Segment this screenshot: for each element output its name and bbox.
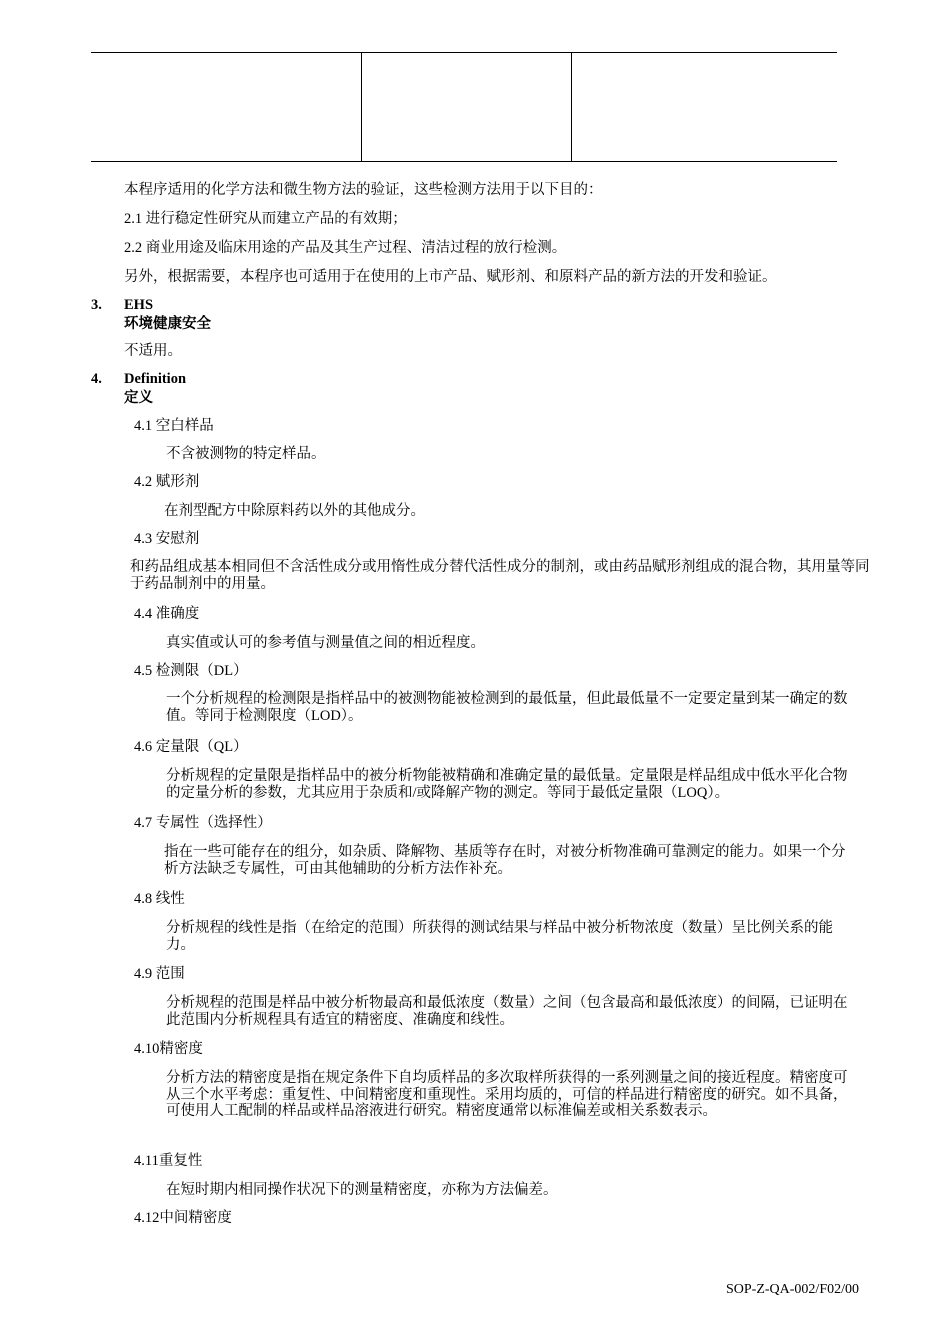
definition-text: 分析规程的线性是指（在给定的范围）所获得的测试结果与样品中被分析物浓度（数量）呈比例关系的能力。 — [166, 920, 833, 953]
section-heading-en: EHS — [124, 297, 154, 313]
definition-label: 4.11重复性 — [134, 1153, 203, 1169]
definition-text: 在短时期内相同操作状况下的测量精密度，亦称为方法偏差。 — [166, 1182, 558, 1198]
definition-label: 4.3 安慰剂 — [134, 531, 200, 547]
intro-item: 2.1 进行稳定性研究从而建立产品的有效期； — [124, 211, 407, 227]
intro-item: 2.2 商业用途及临床用途的产品及其生产过程、清洁过程的放行检测。 — [124, 240, 567, 256]
section-body: 不适用。 — [124, 343, 182, 359]
section-number: 3. — [91, 297, 102, 313]
definition-label: 4.4 准确度 — [134, 606, 200, 622]
definition-text: 一个分析规程的检测限是指样品中的被测物能被检测到的最低量，但此最低量不一定要定量到某一确定的数值。等同于检测限度（LOD）。 — [166, 691, 848, 724]
definition-text: 真实值或认可的参考值与测量值之间的相近程度。 — [166, 635, 485, 651]
intro-paragraph: 本程序适用的化学方法和微生物方法的验证，这些检测方法用于以下目的： — [124, 182, 603, 198]
definition-label: 4.8 线性 — [134, 891, 185, 907]
intro-paragraph: 另外，根据需要，本程序也可适用于在使用的上市产品、赋形剂、和原料产品的新方法的开发和验证。 — [124, 269, 777, 285]
header-table — [91, 52, 837, 162]
definition-text: 分析规程的定量限是指样品中的被分析物能被精确和准确定量的最低量。定量限是样品组成中低水平化合物的定量分析的参数，尤其应用于杂质和/或降解产物的测定。等同于最低定量限（LOQ）。 — [166, 768, 848, 801]
definition-label: 4.9 范围 — [134, 966, 185, 982]
definition-text: 不含被测物的特定样品。 — [166, 446, 326, 462]
definition-label: 4.7 专属性（选择性） — [134, 815, 272, 831]
section-heading-cn: 定义 — [124, 390, 153, 406]
section-number: 4. — [91, 371, 102, 387]
definition-text: 指在一些可能存在的组分，如杂质、降解物、基质等存在时，对被分析物准确可靠测定的能力。如果一个分析方法缺乏专属性，可由其他辅助的分析方法作补充。 — [164, 844, 846, 877]
header-table-divider — [361, 53, 362, 161]
definition-label: 4.2 赋形剂 — [134, 474, 200, 490]
definition-label: 4.1 空白样品 — [134, 418, 214, 434]
definition-label: 4.12中间精密度 — [134, 1210, 232, 1226]
definition-text: 和药品组成基本相同但不含活性成分或用惰性成分替代活性成分的制剂，或由药品赋形剂组成的混合物，其用量等同于药品制剂中的用量。 — [130, 559, 870, 592]
definition-text: 在剂型配方中除原料药以外的其他成分。 — [164, 503, 425, 519]
section-heading-cn: 环境健康安全 — [124, 316, 211, 332]
header-table-divider — [571, 53, 572, 161]
definition-label: 4.10精密度 — [134, 1041, 203, 1057]
definition-label: 4.6 定量限（QL） — [134, 739, 248, 755]
definition-label: 4.5 检测限（DL） — [134, 663, 248, 679]
document-code: SOP-Z-QA-002/F02/00 — [725, 1282, 859, 1297]
definition-text-hanging — [130, 559, 870, 592]
section-heading-en: Definition — [124, 371, 187, 387]
definition-text: 分析方法的精密度是指在规定条件下自均质样品的多次取样所获得的一系列测量之间的接近程度。精密度可从三个水平考虑：重复性、中间精密度和重现性。采用均质的，可信的样品进行精密度的研究。如不具备，可使用人工配制的样品或样品溶液进行研究。精密度通常以标准偏差或相关系数表示。 — [166, 1070, 848, 1119]
definition-text: 分析规程的范围是样品中被分析物最高和最低浓度（数量）之间（包含最高和最低浓度）的间隔，已证明在此范围内分析规程具有适宜的精密度、准确度和线性。 — [166, 995, 848, 1028]
